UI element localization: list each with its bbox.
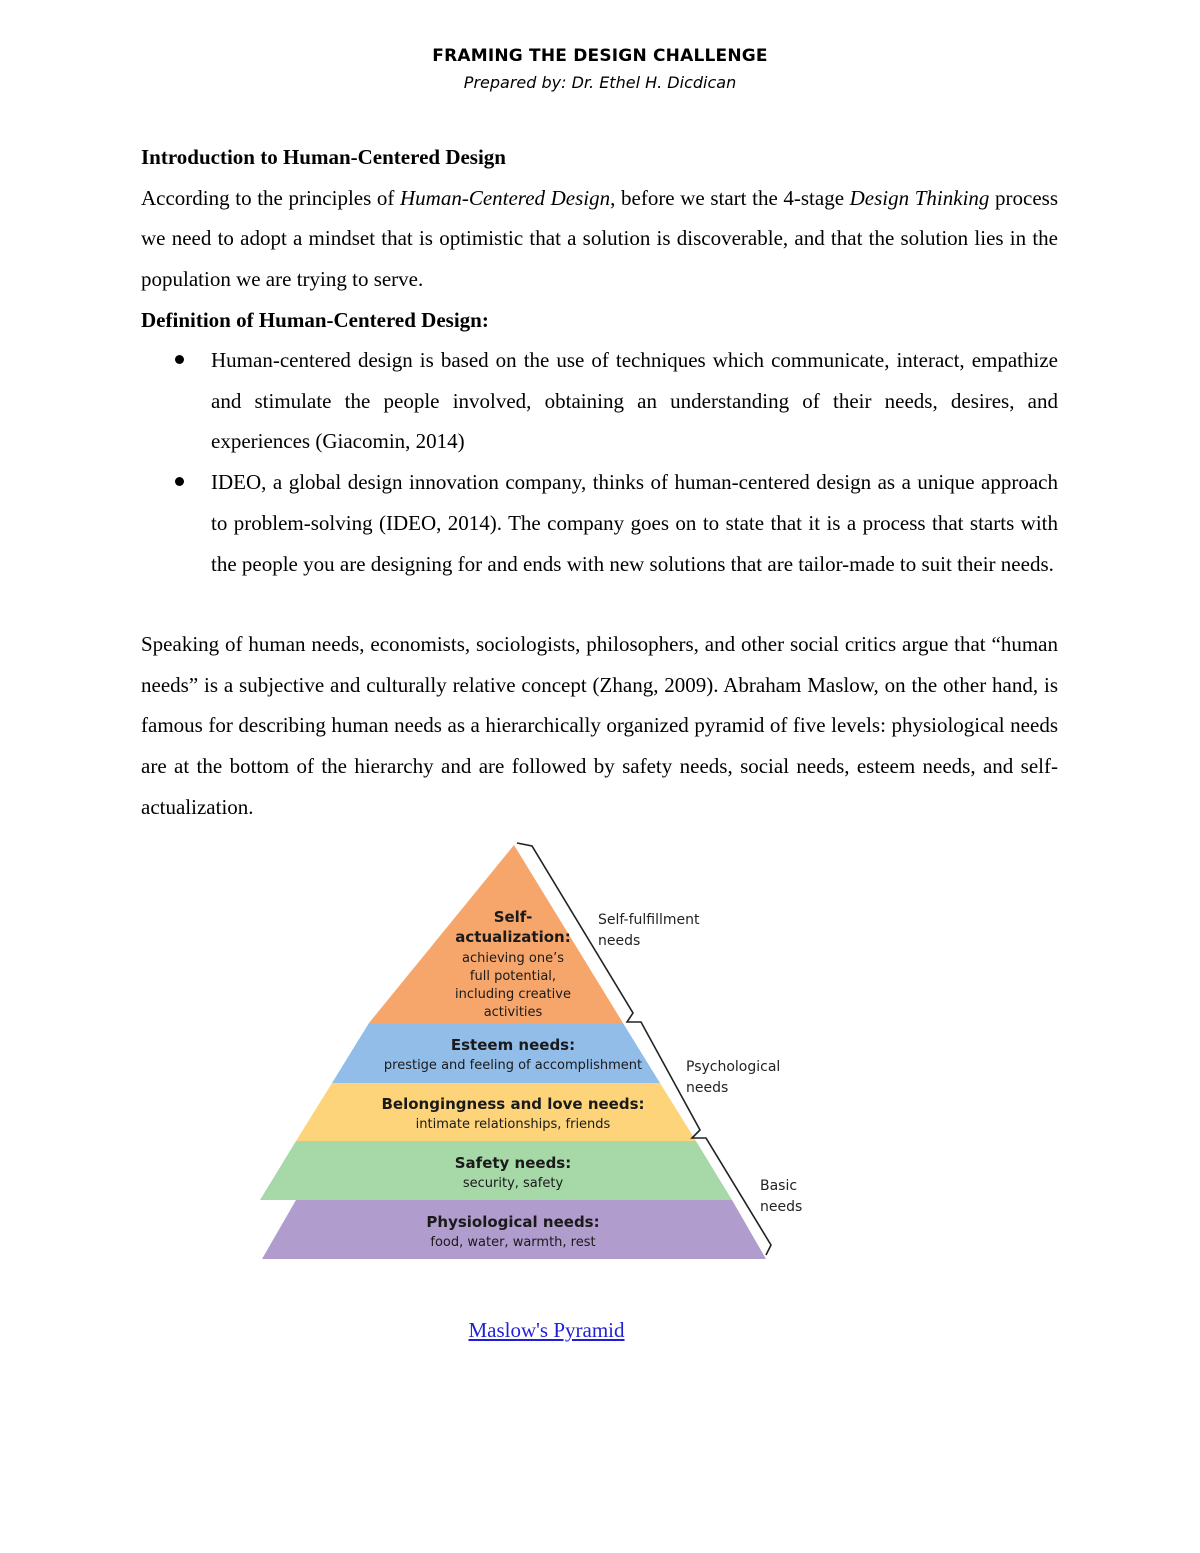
level-3-line: intimate relationships, friends	[415, 1117, 611, 1132]
level-1-line: full potential,	[469, 969, 557, 984]
maslow-pyramid-figure	[255, 838, 815, 1268]
intro-text-c: process we need to adopt a mindset that is optimistic that a solution is discoverable, and that the solution lies in the population we are trying to serve.	[141, 185, 1059, 292]
level-1-title: Self-	[493, 908, 533, 926]
intro-text-b: , before we start the 4-stage	[610, 185, 850, 210]
group-label-psychological-2: needs	[686, 1080, 729, 1096]
intro-section	[141, 137, 1058, 341]
document-author: Prepared by: Dr. Ethel H. Dicdican	[463, 73, 737, 92]
document-title: FRAMING THE DESIGN CHALLENGE	[432, 46, 768, 66]
level-2-title: Esteem needs:	[450, 1036, 576, 1054]
bullet-text: Human-centered design is based on the use of techniques which communicate, interact, empathize and stimulate the people involved, obtaining an understanding of their needs, desires, and experiences (Giacomin, 2014)	[211, 348, 1058, 454]
level-4-title: Safety needs:	[454, 1154, 572, 1172]
definition-heading: Definition of Human-Centered Design:	[141, 307, 489, 332]
group-label-basic-2: needs	[760, 1199, 803, 1215]
level-5-title: Physiological needs:	[426, 1213, 600, 1231]
level-1-line: achieving one’s	[462, 951, 564, 966]
level-4-line: security, safety	[462, 1176, 564, 1191]
level-1-title-2: actualization:	[455, 928, 571, 946]
level-2-line: prestige and feeling of accomplishment	[383, 1058, 643, 1073]
maslow-pyramid-link[interactable]: Maslow's Pyramid	[468, 1318, 625, 1342]
group-label-self-fulfillment-2: needs	[598, 933, 641, 949]
intro-emphasis-design-thinking: Design Thinking	[849, 185, 990, 210]
level-3-title: Belongingness and love needs:	[381, 1095, 645, 1113]
bullet-text: IDEO, a global design innovation company, thinks of human-centered design as a unique approach to problem-solving (IDEO, 2014). The company goes on to state that it is a process that starts with the people you are designing for and ends with new solutions that are tailor-made to suit their needs.	[211, 470, 1058, 576]
group-label-basic: Basic	[760, 1178, 798, 1194]
group-label-psychological: Psychological	[686, 1059, 781, 1075]
intro-emphasis-hcd: Human-Centered Design	[400, 185, 611, 210]
level-1-line: including creative	[455, 987, 571, 1002]
list-item	[141, 340, 1058, 462]
needs-paragraph: Speaking of human needs, economists, sociologists, philosophers, and other social critics argue that “human needs” is a subjective and culturally relative concept (Zhang, 2009). Abraham Maslow, on the other hand, is famous for describing human needs as a hierarchically organized pyramid of five levels: physiological needs are at the bottom of the hierarchy and are followed by safety needs, social needs, esteem needs, and self-actualization.	[141, 632, 1058, 819]
list-item	[141, 462, 1058, 584]
level-1-line: activities	[483, 1005, 543, 1020]
group-label-self-fulfillment: Self-fulfillment	[598, 912, 700, 928]
definition-list	[141, 340, 1058, 584]
level-5-line: food, water, warmth, rest	[430, 1235, 596, 1250]
needs-section	[141, 624, 1058, 828]
intro-heading: Introduction to Human-Centered Design	[141, 145, 506, 169]
maslow-pyramid-svg	[255, 838, 815, 1268]
bullet-icon	[175, 355, 184, 364]
bullet-icon	[175, 477, 184, 486]
intro-text-a: According to the principles of	[141, 185, 400, 210]
intro-paragraph	[141, 178, 1058, 300]
